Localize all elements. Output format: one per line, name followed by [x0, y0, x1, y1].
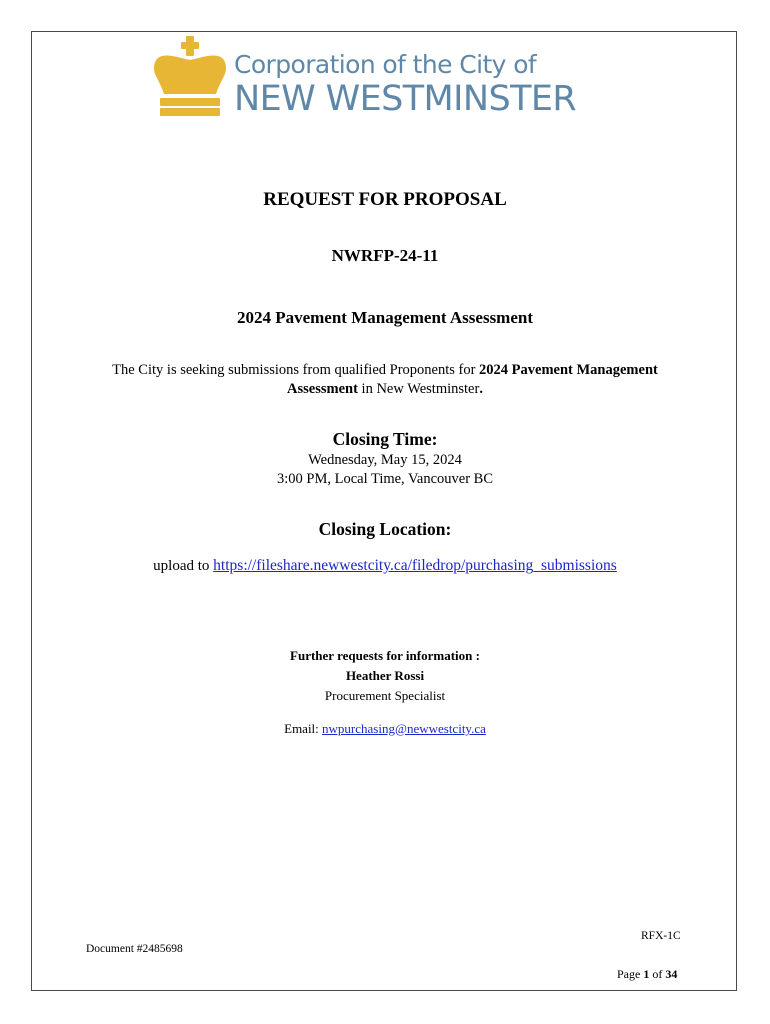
rfp-number: NWRFP-24-11 — [331, 246, 439, 265]
email-label: Email: — [284, 721, 323, 736]
document-page — [31, 31, 737, 991]
page-current: 1 — [643, 967, 650, 981]
page-label: Page — [617, 967, 644, 981]
intro-paragraph — [0, 361, 770, 399]
intro-bold-1: 2024 Pavement Management — [479, 362, 658, 378]
intro-bold-2: Assessment — [287, 381, 358, 397]
project-title: 2024 Pavement Management Assessment — [236, 308, 534, 327]
upload-prefix: upload to — [153, 558, 214, 574]
contact-name: Heather Rossi — [345, 668, 425, 683]
city-logo — [152, 36, 622, 121]
contact-role: Procurement Specialist — [324, 688, 446, 703]
intro-text-2: in New Westminster — [357, 381, 480, 397]
closing-date: Wednesday, May 15, 2024 — [308, 452, 462, 468]
closing-time-details — [0, 451, 770, 489]
email-line — [0, 721, 770, 737]
form-code: RFX-1C — [641, 930, 681, 942]
closing-time: 3:00 PM, Local Time, Vancouver BC — [276, 471, 494, 487]
page-total: 34 — [665, 967, 678, 981]
crown-icon — [152, 36, 228, 118]
upload-line — [0, 557, 770, 575]
document-title: REQUEST FOR PROPOSAL — [263, 189, 507, 210]
page-number — [617, 967, 677, 982]
closing-time-heading: Closing Time: — [332, 429, 438, 449]
contact-block — [0, 646, 770, 706]
upload-link[interactable]: https://fileshare.newwestcity.ca/filedrop/purchasing_submissions — [213, 557, 617, 574]
contact-heading: Further requests for information : — [290, 648, 480, 663]
logo-line-2: NEW WESTMINSTER — [234, 79, 577, 119]
logo-line-1: Corporation of the City of — [234, 50, 537, 79]
closing-location-heading: Closing Location: — [318, 519, 452, 539]
document-number: Document #2485698 — [86, 943, 183, 955]
email-link[interactable]: nwpurchasing@newwestcity.ca — [322, 721, 486, 736]
intro-text-1: The City is seeking submissions from qualified Proponents for — [112, 362, 480, 378]
page-of: of — [649, 967, 666, 981]
intro-period: . — [479, 381, 483, 397]
